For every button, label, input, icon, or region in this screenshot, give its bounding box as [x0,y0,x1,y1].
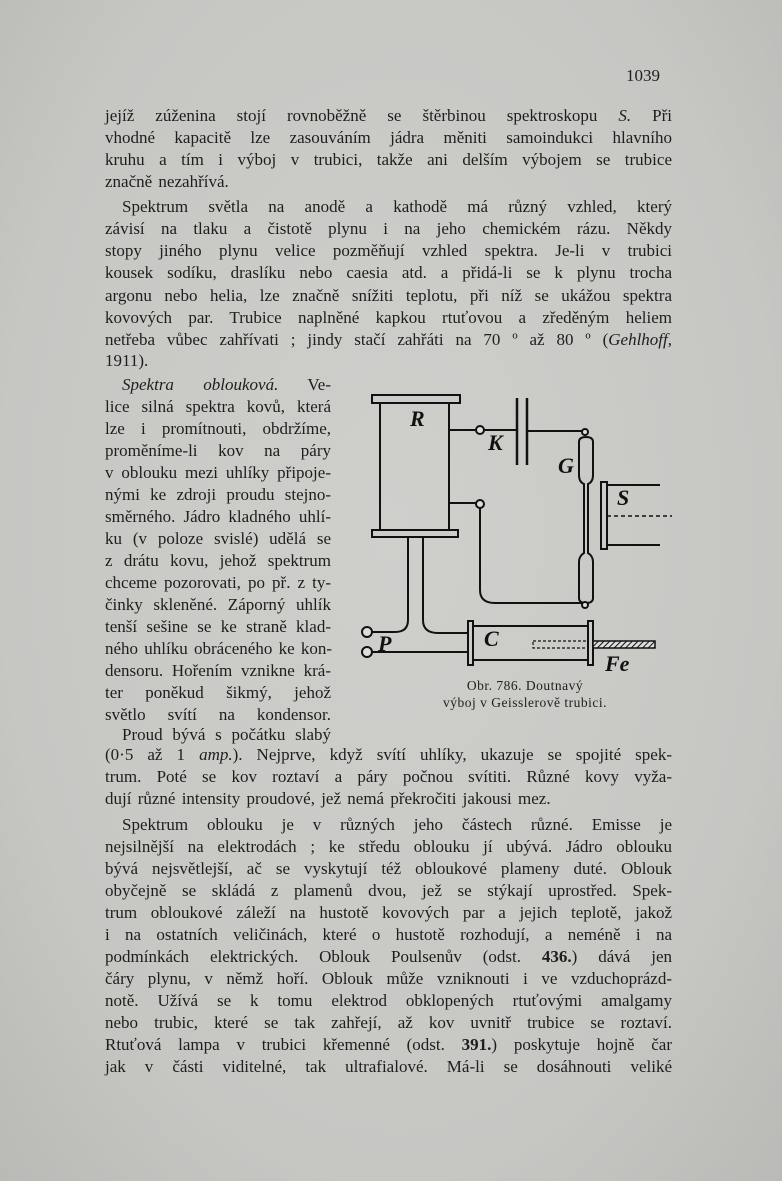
page-number: 1039 [626,66,660,85]
text-run: ného uhlíku obráceného ke kon- [105,639,333,658]
text-run: trum. Poté se kov roztaví a páry počnou svítiti. Různé kovy vyža- [105,767,672,786]
text-run: obyčejně se skládá z plamenů dvou, jež se stýkají uprostřed. Spek- [105,881,672,900]
label-s: S [617,485,630,510]
text-run: lice silná spektra kovů, která [105,397,331,416]
text-run: notě. Užívá se k tomu elektrod obklopených rtuťovými amalgamy [105,991,672,1010]
text-run: kruhu a tím i výboj v trubici, takže ani delším výbojem se trubice [105,150,672,169]
text-run: závisí na tlaku a čistotě plynu i na jeho chemickém rázu. Někdy [105,219,672,238]
text-run: činky skleněné. Záporný uhlík [105,595,331,614]
figure-caption-title: Obr. 786. Doutnavý [466,678,584,693]
text-run: 391. [461,1035,492,1054]
text-run: Rtuťová lampa v trubici křemenné (odst. [105,1035,462,1054]
text-run: směrného. Jádro kladného uhlí- [105,507,331,526]
text-run: v oblouku mezi uhlíky připoje- [105,463,331,482]
label-c: C [484,626,499,651]
terminal-p [362,627,372,637]
label-g: G [558,453,574,478]
text-run: čáry plynu, v němž hoří. Oblouk může vzniknouti i ve vzduchoprázd- [105,969,672,988]
text-run: nebo trubic, které se tak zahřejí, až kov uvnitř trubice se roztaví. [105,1013,672,1032]
text-run: jak v části viditelné, tak ultrafialové. Má-li se dosáhnouti veliké [105,1057,672,1076]
text-run: kovových par. Trubice naplněné kapkou rtuťovou a zředěným heliem [105,308,672,327]
iron-core-rod [593,641,655,648]
terminal-p [362,647,372,657]
label-p: P [378,631,392,656]
text-run: ) dává jen [571,947,673,966]
text-run: tenší sešine se ke straně klad- [105,617,331,636]
text-run: nejsilnější na elektrodách ; ke středu oblouku jí ubývá. Jádro oblouku [105,837,672,856]
text-run: bývá nejsvětlejší, ač se vyskytují též obloukové plameny duté. Oblouk [105,859,672,878]
text-run: vhodné kapacitě lze zasouváním jádra měniti samoindukci hlavního [105,128,672,147]
text-run: podmínkách elektrických. Oblouk Poulsenův (odst. [105,947,542,966]
text-run: densoru. Hořením vznikne krá- [105,661,331,680]
text-run: 1911). [105,351,149,370]
text-run: i na ostatních veličinách, které o hustotě rozhodují, a neméně i na [105,925,672,944]
text-run: trum obloukové záleží na hustotě kovových par a jejich teplotě, jakož [105,903,672,922]
text-run: ter poněkud šikmý, jehož [105,683,331,702]
coil-top-plate [372,395,460,403]
text-run: nými ke zdroji proudu stejno- [105,485,331,504]
text-run: proměníme-li kov na páry [105,441,331,460]
text-run: Spektrum oblouku je v různých jeho částech různé. Emisse je [122,815,672,834]
text-run: Při [631,106,673,125]
coil-bottom-plate [372,530,458,537]
text-run: lze i promítnouti, obdržíme, [105,419,331,438]
text-run: argonu nebo helia, lze značně snížiti teplotu, při níž se ukážou spektra [105,286,672,305]
text-run: značně nezahřívá. [105,172,229,191]
text-run: stopy jiného plynu velice pozměňují vzhled spektra. Je-li v trubici [105,241,672,260]
text-run: dují různé intensity proudové, jež nemá překročiti jakousi mez. [105,789,551,808]
text-run: ) poskytuje hojně čar [491,1035,672,1054]
text-run: ku (v poloze svislé) udělá se [105,529,331,548]
text-run: chceme pozorovati, po př. z ty- [105,573,331,592]
text-run: amp. [199,745,233,764]
figure-caption-text: výboj v Geisslerově trubici. [443,695,607,710]
spectroscope-slit [601,482,607,549]
label-k: K [488,430,503,455]
text-run: 436. [541,947,572,966]
spark-gap-terminal [476,426,484,434]
text-run: Proud bývá s počátku slabý [122,725,331,744]
text-run: Spektra oblouková. [122,375,279,394]
text-run: Spektrum světla na anodě a kathodě má různý vzhled, který [122,197,672,216]
text-run: netřeba vůbec zahřívati ; jindy stačí zahřáti na 70 º až 80 º ( [105,330,609,349]
text-run: S. [618,106,632,125]
text-run: Ve- [278,375,332,394]
text-run: z drátu kovu, jehož spektrum [105,551,331,570]
text-run: kousek sodíku, draslíku nebo caesia atd. a přidá-li se k plynu trocha [105,263,672,282]
geissler-tube [579,437,593,603]
label-fe: Fe [605,651,630,676]
iron-core-inside [533,641,588,648]
text-run: (0·5 až 1 [105,745,200,764]
text-run: světlo svítí na kondensor. [105,705,331,724]
text-run: ). Nejprve, když svítí uhlíky, ukazuje se spojité spek- [232,745,672,764]
label-r: R [410,406,425,431]
text-run: Gehlhoff, [608,330,672,349]
text-run: jejíž zúženina stojí rovnoběžně se štěrbinou spektroskopu [105,106,619,125]
